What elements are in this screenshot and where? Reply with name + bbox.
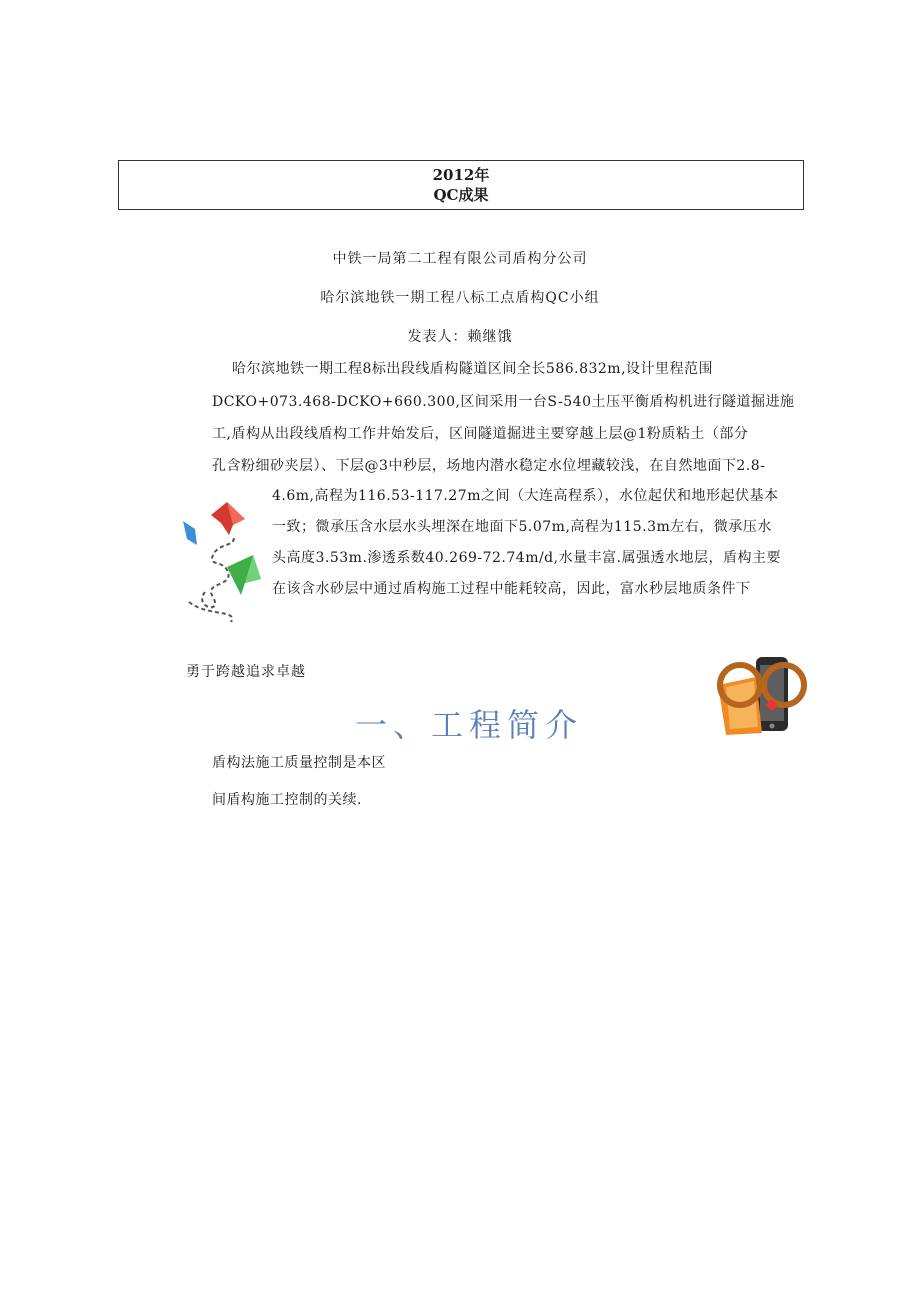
slogan: 勇于跨越追求卓越 (186, 664, 306, 680)
title-box (118, 160, 804, 210)
tail-line-1: 盾构法施工质量控制是本区 (212, 755, 386, 771)
report-year: 2012年 (432, 166, 490, 184)
section-heading: 一、工程简介 (355, 706, 584, 744)
group-name: 哈尔滨地铁一期工程八标工点盾构QC小组 (320, 290, 600, 306)
body-line-4: 孔含粉细砂夹层）、下层@3中秒层，场地内潜水稳定水位埋藏较浅，在自然地面下2.8- (212, 458, 766, 474)
body-line-7: 头高度3.53m.渗透系数40.269-72.74m/d,水量丰富.属强透水地层，盾构主要 (272, 550, 782, 566)
book-phone-glasses-icon (716, 655, 808, 737)
body-line-8: 在该含水砂层中通过盾构施工过程中能耗较高，因此，富水秒层地质条件下 (272, 581, 751, 597)
company-name: 中铁一局第二工程有限公司盾构分公司 (332, 251, 588, 267)
body-line-5: 4.6m,高程为116.53-117.27m之间（大连高程系），水位起伏和地形起伏基本 (272, 488, 779, 504)
presenter: 发表人：赖继饿 (407, 329, 513, 345)
body-line-6: 一致；微承压含水层水头埋深在地面下5.07m,高程为115.3m左右，微承压水 (272, 519, 772, 535)
report-subtitle: QC成果 (433, 186, 489, 204)
paper-arrows-icon (183, 497, 263, 627)
body-line-1: 哈尔滨地铁一期工程8标出段线盾构隧道区间全长586.832m,设计里程范围 (232, 361, 714, 377)
body-line-3: 工,盾构从出段线盾构工作井始发后，区间隧道掘进主要穿越上层@1粉质粘土（部分 (212, 426, 749, 442)
body-line-2: DCKO+073.468-DCKO+660.300,区间采用一台S-540土压平衡盾构机进行隧道掘进施 (212, 394, 795, 410)
tail-line-2: 间盾构施工控制的关续. (212, 792, 362, 808)
